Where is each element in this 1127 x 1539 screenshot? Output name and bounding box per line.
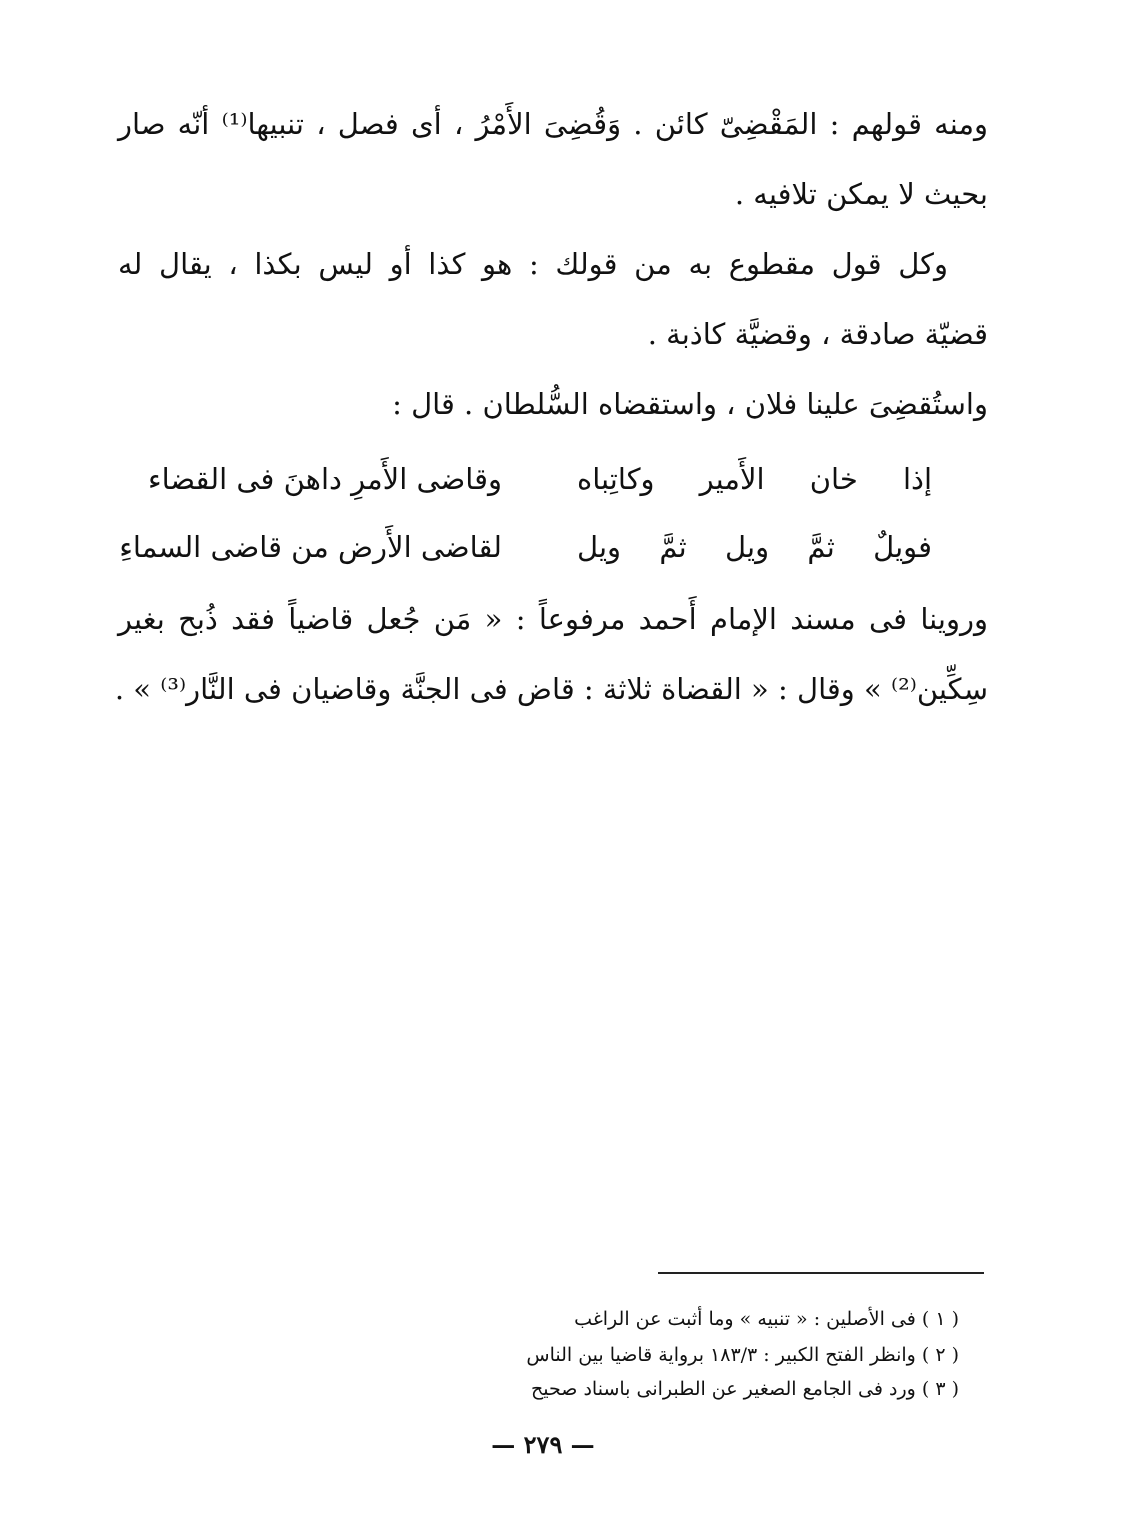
page-number: — ٢٧٩ —: [491, 1430, 595, 1459]
paragraph-2-line-2: قضيّة صادقة ، وقضيَّة كاذبة .: [647, 317, 988, 351]
footnote-1: ( ١ ) فى الأصلين : « تنبيه » وما أثبت عن الراغب: [574, 1308, 959, 1330]
paragraph-4-line-2: سِكِّين⁽²⁾ » وقال : « القضاة ثلاثة : قاض فى الجنَّة وقاضيان فى النَّار⁽³⁾ » .: [114, 672, 988, 706]
footnote-2: ( ٢ ) وانظر الفتح الكبير : ١٨٣/٣ برواية قاضيا بين الناس: [526, 1344, 959, 1366]
footnote-3: ( ٣ ) ورد فى الجامع الصغير عن الطبرانى باسناد صحيح: [531, 1378, 959, 1400]
footnotes: [439, 1300, 959, 1410]
footnote-divider: [658, 1272, 984, 1274]
paragraph-1-line-1: ومنه قولهم : المَقْضِىّ كائن . وَقُضِىَ الأَمْرُ ، أى فصل ، تنبيها⁽¹⁾ أنّه صار: [118, 107, 988, 141]
verse-1-first-hemistich: إذا خان الأَمير وكاتِباه: [577, 462, 932, 496]
verse-2-first-hemistich: فويلٌ ثمَّ ويل ثمَّ ويل: [577, 530, 932, 564]
paragraph-1-line-2: بحيث لا يمكن تلافيه .: [734, 177, 988, 211]
verse-1-second-hemistich: وقاضى الأَمرِ داهنَ فى القضاء: [147, 462, 502, 496]
paragraph-2-line-1: وكل قول مقطوع به من قولك : هو كذا أو ليس بكذا ، يقال له: [118, 247, 948, 281]
paragraph-3-line-1: واستُقضِىَ علينا فلان ، واستقضاه السُّلطان . قال :: [392, 387, 988, 421]
verse-2-second-hemistich: لقاضى الأَرض من قاضى السماءِ: [119, 530, 502, 564]
paragraph-4-line-1: وروينا فى مسند الإمام أَحمد مرفوعاً : « مَن جُعل قاضياً فقد ذُبح بغير: [118, 602, 988, 636]
